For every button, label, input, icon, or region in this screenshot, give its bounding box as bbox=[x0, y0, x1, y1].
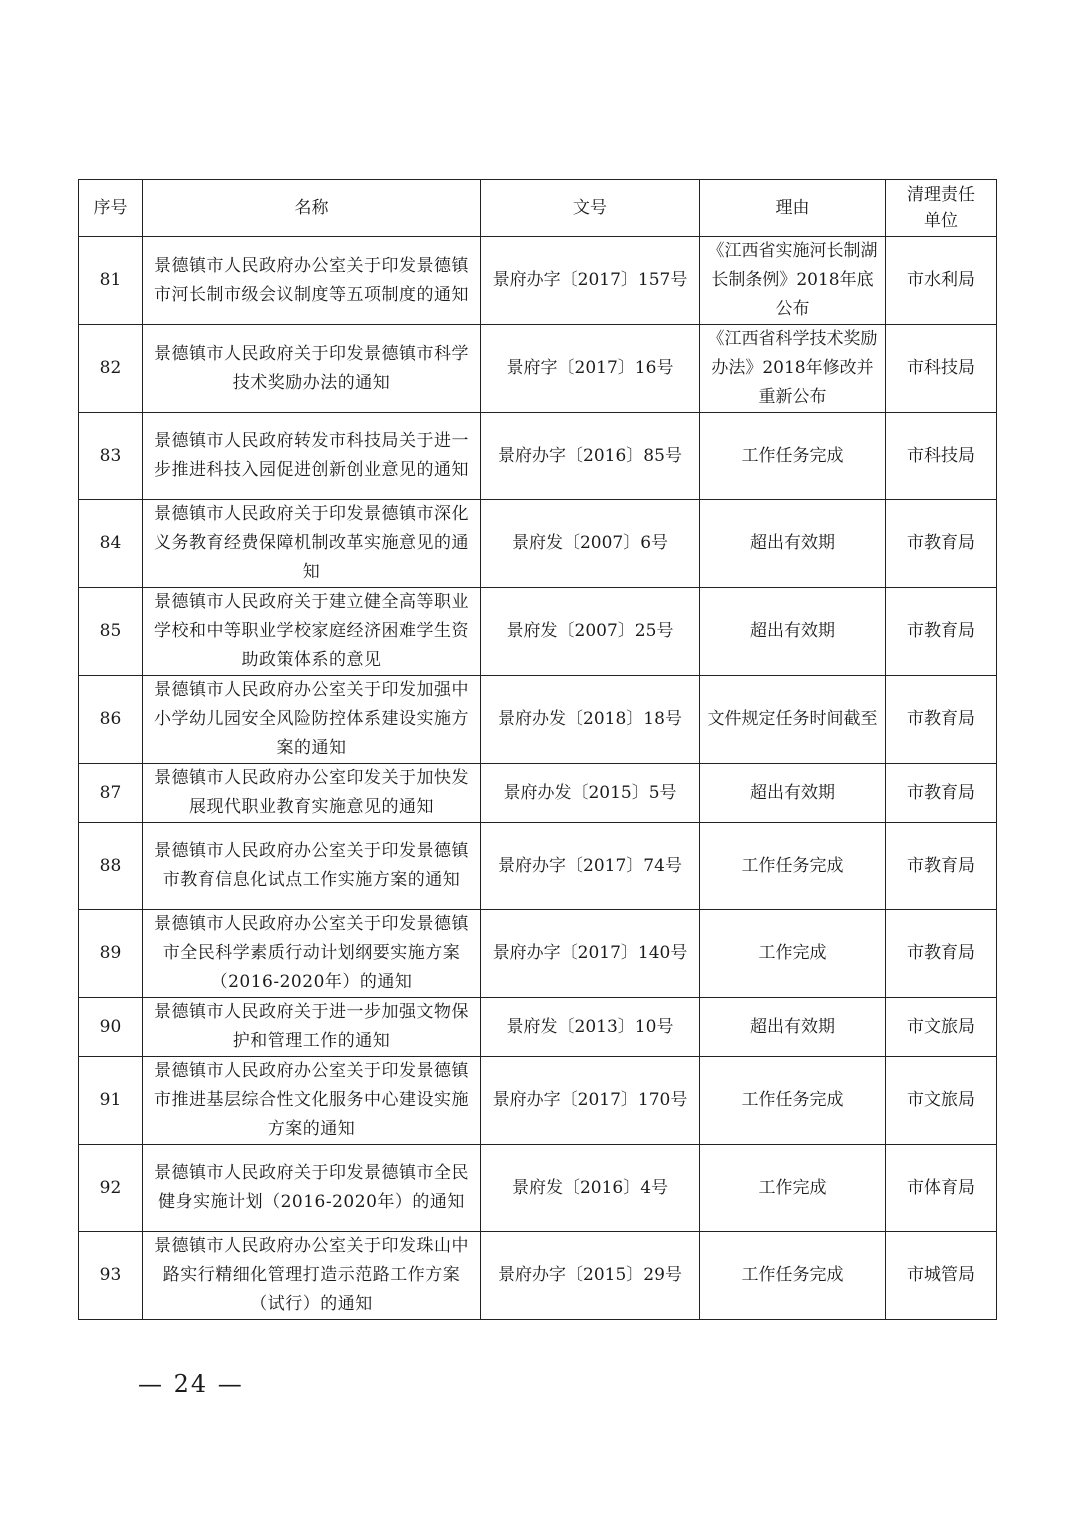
cell-doc-number: 景府办字〔2017〕170号 bbox=[481, 1057, 700, 1145]
cell-unit: 市文旅局 bbox=[886, 998, 997, 1057]
cell-name: 景德镇市人民政府办公室关于印发景德镇市全民科学素质行动计划纲要实施方案（2016-2020年）的通知 bbox=[143, 910, 481, 998]
table-row bbox=[79, 237, 997, 325]
cell-reason: 工作任务完成 bbox=[700, 1232, 886, 1320]
cell-unit: 市体育局 bbox=[886, 1145, 997, 1232]
cell-no: 86 bbox=[79, 676, 143, 764]
cell-doc-number: 景府发〔2016〕4号 bbox=[481, 1145, 700, 1232]
cell-reason: 工作完成 bbox=[700, 1145, 886, 1232]
cell-doc-number: 景府办字〔2016〕85号 bbox=[481, 413, 700, 500]
header-name: 名称 bbox=[143, 180, 481, 237]
cell-no: 93 bbox=[79, 1232, 143, 1320]
table-body bbox=[79, 237, 997, 1320]
table-row bbox=[79, 325, 997, 413]
table-row bbox=[79, 764, 997, 823]
table-row bbox=[79, 500, 997, 588]
cell-doc-number: 景府办字〔2015〕29号 bbox=[481, 1232, 700, 1320]
cell-reason: 工作任务完成 bbox=[700, 823, 886, 910]
cell-doc-number: 景府发〔2013〕10号 bbox=[481, 998, 700, 1057]
cell-no: 85 bbox=[79, 588, 143, 676]
cell-reason: 工作完成 bbox=[700, 910, 886, 998]
cell-reason: 《江西省实施河长制湖长制条例》2018年底公布 bbox=[700, 237, 886, 325]
table-row bbox=[79, 998, 997, 1057]
policy-cleanup-table bbox=[78, 179, 997, 1320]
cell-no: 91 bbox=[79, 1057, 143, 1145]
cell-name: 景德镇市人民政府办公室关于印发景德镇市河长制市级会议制度等五项制度的通知 bbox=[143, 237, 481, 325]
cell-reason: 超出有效期 bbox=[700, 998, 886, 1057]
cell-unit: 市教育局 bbox=[886, 588, 997, 676]
cell-doc-number: 景府字〔2017〕16号 bbox=[481, 325, 700, 413]
cell-name: 景德镇市人民政府办公室印发关于加快发展现代职业教育实施意见的通知 bbox=[143, 764, 481, 823]
cell-reason: 工作任务完成 bbox=[700, 1057, 886, 1145]
cell-reason: 超出有效期 bbox=[700, 588, 886, 676]
table-row bbox=[79, 676, 997, 764]
cell-no: 83 bbox=[79, 413, 143, 500]
cell-reason: 超出有效期 bbox=[700, 764, 886, 823]
cell-no: 90 bbox=[79, 998, 143, 1057]
cell-name: 景德镇市人民政府办公室关于印发珠山中路实行精细化管理打造示范路工作方案（试行）的通知 bbox=[143, 1232, 481, 1320]
cell-no: 87 bbox=[79, 764, 143, 823]
cell-reason: 《江西省科学技术奖励办法》2018年修改并重新公布 bbox=[700, 325, 886, 413]
cell-unit: 市教育局 bbox=[886, 910, 997, 998]
cell-unit: 市水利局 bbox=[886, 237, 997, 325]
cell-doc-number: 景府办字〔2017〕157号 bbox=[481, 237, 700, 325]
cell-unit: 市教育局 bbox=[886, 764, 997, 823]
table-row bbox=[79, 823, 997, 910]
page-number: — 24 — bbox=[138, 1370, 244, 1398]
cell-name: 景德镇市人民政府办公室关于印发加强中小学幼儿园安全风险防控体系建设实施方案的通知 bbox=[143, 676, 481, 764]
cell-doc-number: 景府发〔2007〕25号 bbox=[481, 588, 700, 676]
header-doc-number: 文号 bbox=[481, 180, 700, 237]
cell-no: 84 bbox=[79, 500, 143, 588]
table-header-row bbox=[79, 180, 997, 237]
cell-reason: 文件规定任务时间截至 bbox=[700, 676, 886, 764]
cell-no: 81 bbox=[79, 237, 143, 325]
cell-unit: 市教育局 bbox=[886, 500, 997, 588]
header-no: 序号 bbox=[79, 180, 143, 237]
cell-name: 景德镇市人民政府转发市科技局关于进一步推进科技入园促进创新创业意见的通知 bbox=[143, 413, 481, 500]
cell-name: 景德镇市人民政府关于印发景德镇市全民健身实施计划（2016-2020年）的通知 bbox=[143, 1145, 481, 1232]
table-row bbox=[79, 413, 997, 500]
cell-doc-number: 景府办发〔2015〕5号 bbox=[481, 764, 700, 823]
header-unit: 清理责任 单位 bbox=[886, 180, 997, 237]
cell-name: 景德镇市人民政府关于进一步加强文物保护和管理工作的通知 bbox=[143, 998, 481, 1057]
cell-name: 景德镇市人民政府办公室关于印发景德镇市教育信息化试点工作实施方案的通知 bbox=[143, 823, 481, 910]
table-row bbox=[79, 1145, 997, 1232]
table-row bbox=[79, 588, 997, 676]
cell-doc-number: 景府办字〔2017〕140号 bbox=[481, 910, 700, 998]
table-row bbox=[79, 910, 997, 998]
cell-reason: 工作任务完成 bbox=[700, 413, 886, 500]
cell-unit: 市城管局 bbox=[886, 1232, 997, 1320]
cell-name: 景德镇市人民政府关于印发景德镇市科学技术奖励办法的通知 bbox=[143, 325, 481, 413]
cell-doc-number: 景府办字〔2017〕74号 bbox=[481, 823, 700, 910]
cell-reason: 超出有效期 bbox=[700, 500, 886, 588]
cell-no: 89 bbox=[79, 910, 143, 998]
cell-name: 景德镇市人民政府关于印发景德镇市深化义务教育经费保障机制改革实施意见的通知 bbox=[143, 500, 481, 588]
cell-name: 景德镇市人民政府办公室关于印发景德镇市推进基层综合性文化服务中心建设实施方案的通知 bbox=[143, 1057, 481, 1145]
table-row bbox=[79, 1057, 997, 1145]
cell-unit: 市科技局 bbox=[886, 325, 997, 413]
cell-no: 92 bbox=[79, 1145, 143, 1232]
cell-no: 82 bbox=[79, 325, 143, 413]
table-row bbox=[79, 1232, 997, 1320]
cell-unit: 市教育局 bbox=[886, 823, 997, 910]
cell-doc-number: 景府发〔2007〕6号 bbox=[481, 500, 700, 588]
cell-no: 88 bbox=[79, 823, 143, 910]
cell-unit: 市文旅局 bbox=[886, 1057, 997, 1145]
cell-name: 景德镇市人民政府关于建立健全高等职业学校和中等职业学校家庭经济困难学生资助政策体系的意见 bbox=[143, 588, 481, 676]
cell-unit: 市教育局 bbox=[886, 676, 997, 764]
header-reason: 理由 bbox=[700, 180, 886, 237]
cell-unit: 市科技局 bbox=[886, 413, 997, 500]
cell-doc-number: 景府办发〔2018〕18号 bbox=[481, 676, 700, 764]
